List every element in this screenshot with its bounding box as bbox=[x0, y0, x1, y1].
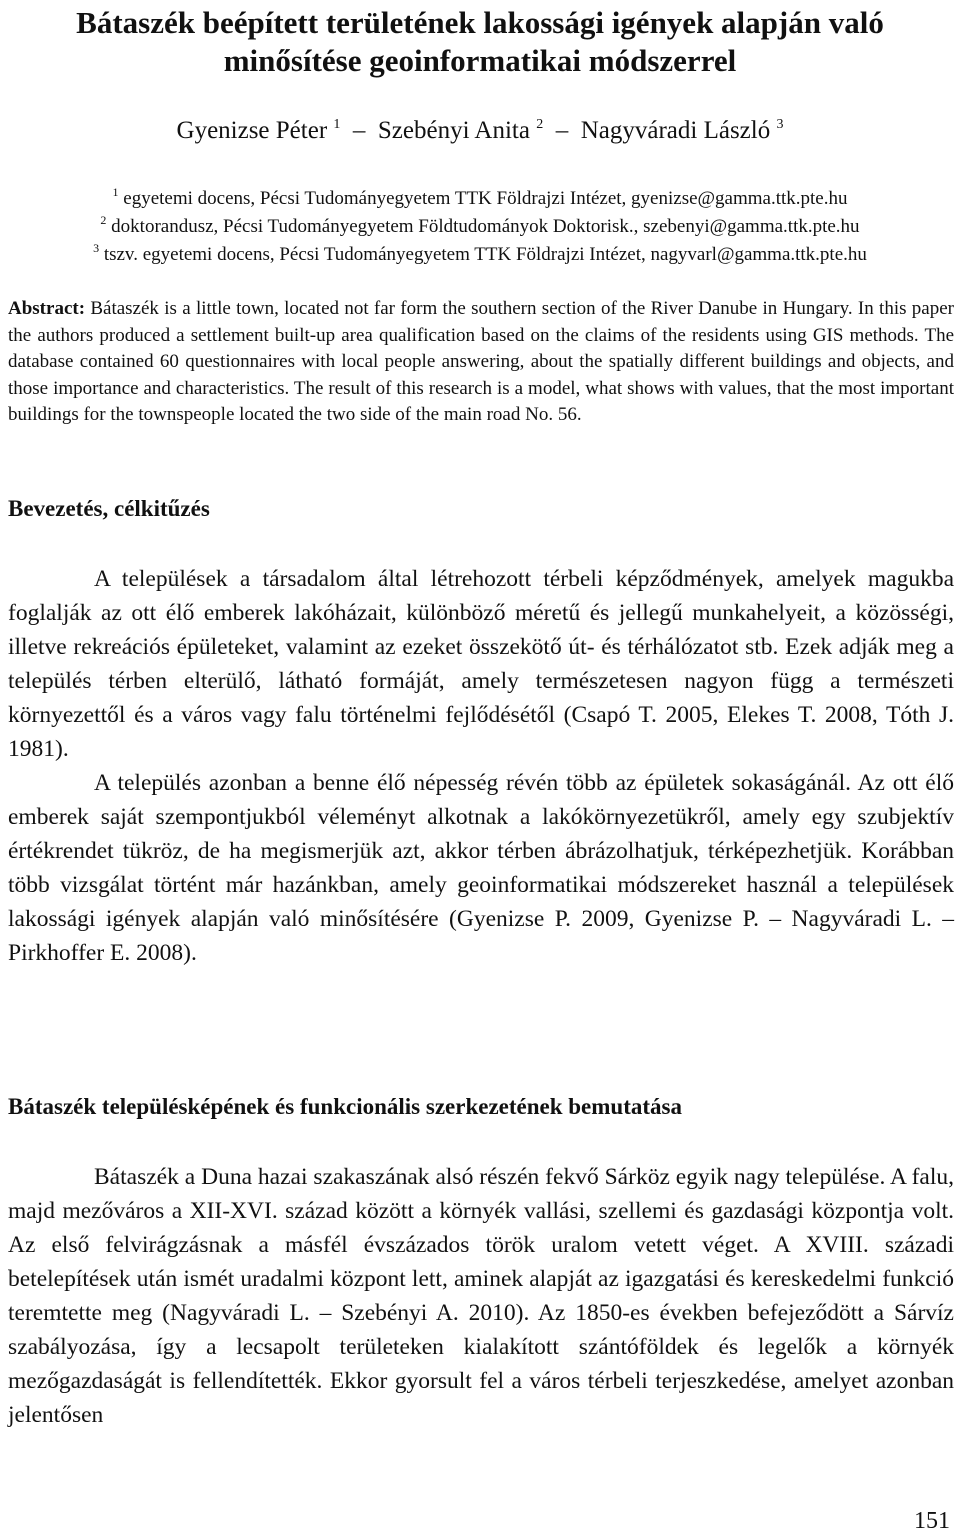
paragraph: A települések a társadalom által létrehozott térbeli képződmények, amelyek magukba foglalják az ott élő emberek lakóházait, különböző méretű és jellegű munkahelyeit, a közösségi, illetve rekreációs épületeket, valamint az ezeket összekötő út- és térhálózatot stb. Ezek adják meg a település térben elterülő, látható formáját, amely természetesen nagyon függ a természeti környezettől és a város vagy falu történelmi fejlődésétől (Csapó T. 2005, Elekes T. 2008, Tóth J. 1981). bbox=[8, 566, 954, 762]
abstract bbox=[8, 296, 954, 429]
author-3: Nagyváradi László bbox=[580, 117, 771, 144]
affiliation-text: tszv. egyetemi docens, Pécsi Tudományegyetem TTK Földrajzi Intézet, nagyvarl@gamma.ttk.pte.hu bbox=[103, 244, 867, 265]
author-separator: – bbox=[555, 117, 569, 144]
page-number: 151 bbox=[914, 1508, 950, 1534]
section-heading-settlement: Bátaszék településképének és funkcionális szerkezetének bemutatása bbox=[8, 1094, 682, 1119]
title-line-2: minősítése geoinformatikai módszerrel bbox=[223, 43, 737, 78]
affiliation-sup: 2 bbox=[100, 213, 107, 227]
paragraph: A település azonban a benne élő népesség révén több az épületek sokaságánál. Az ott élő emberek saját szempontjukból véleményt alkotnak a lakókörnyezetükről, amely egy szubjektív értékrendet tükröz, de ha megismerjük azt, akkor térben ábrázolhatjuk, térképezhetjük. Korábban több vizsgálat történt már hazánkban, amely geoinformatikai módszereket használ a települések lakossági igények alapján való minősítésére (Gyenizse P. 2009, Gyenizse P. – Nagyváradi L. – Pirkhoffer E. 2008). bbox=[8, 770, 954, 966]
author-3-sup: 3 bbox=[776, 117, 784, 132]
affiliation-sup: 1 bbox=[112, 185, 119, 199]
title-line-1: Bátaszék beépített területének lakossági igények alapján való bbox=[76, 5, 884, 40]
paragraph: Bátaszék a Duna hazai szakaszának alsó részén fekvő Sárköz egyik nagy települése. A falu, majd mezőváros a XII-XVI. század között a környék vallási, szellemi és gazdasági központja volt. Az első felvirágzásnak a másfél évszázados török uralom vetett véget. A XVIII. századi betelepítések után ismét uradalmi központ lett, aminek alapját az igazgatási és kereskedelmi funkció teremtette meg (Nagyváradi L. – Szebényi A. 2010). Az 1850-es években befejeződött a Sárvíz szabályozása, így a lecsapolt területeken kialakított szántóföldek és legelők a környék mezőgazdaságát is fellendítették. Ekkor gyorsult fel a város térbeli terjeszkedése, amelyet azonban jelentősen bbox=[8, 1164, 954, 1428]
author-1-sup: 1 bbox=[333, 117, 341, 132]
paper-title bbox=[0, 4, 960, 80]
author-separator: – bbox=[352, 117, 366, 144]
affiliation-3 bbox=[0, 236, 960, 267]
affiliation-2 bbox=[0, 208, 960, 239]
affiliation-sup: 3 bbox=[93, 241, 100, 255]
abstract-label: Abstract: bbox=[8, 298, 86, 319]
author-line bbox=[0, 110, 960, 146]
section-body-intro bbox=[8, 562, 954, 970]
affiliation-text: doktorandusz, Pécsi Tudományegyetem Földtudományok Doktorisk., szebenyi@gamma.ttk.pte.hu bbox=[111, 216, 860, 237]
author-1: Gyenizse Péter bbox=[176, 117, 328, 144]
abstract-text: Bátaszék is a little town, located not far form the southern section of the River Danube in Hungary. In this paper the authors produced a settlement built-up area qualification based on the claims of the residents using GIS methods. The database contained 60 questionnaires with local people answering, about the spatially different buildings and objects, and those importance and characteristics. The result of this research is a model, what shows with values, that the most important buildings for the townspeople located the two side of the main road No. 56. bbox=[8, 298, 955, 425]
author-2-sup: 2 bbox=[536, 117, 544, 132]
section-body-settlement bbox=[8, 1160, 954, 1432]
affiliation-1 bbox=[0, 180, 960, 211]
section-heading-intro: Bevezetés, célkitűzés bbox=[8, 496, 210, 521]
affiliation-text: egyetemi docens, Pécsi Tudományegyetem TTK Földrajzi Intézet, gyenizse@gamma.ttk.pte.hu bbox=[123, 188, 848, 209]
author-2: Szebényi Anita bbox=[377, 117, 530, 144]
